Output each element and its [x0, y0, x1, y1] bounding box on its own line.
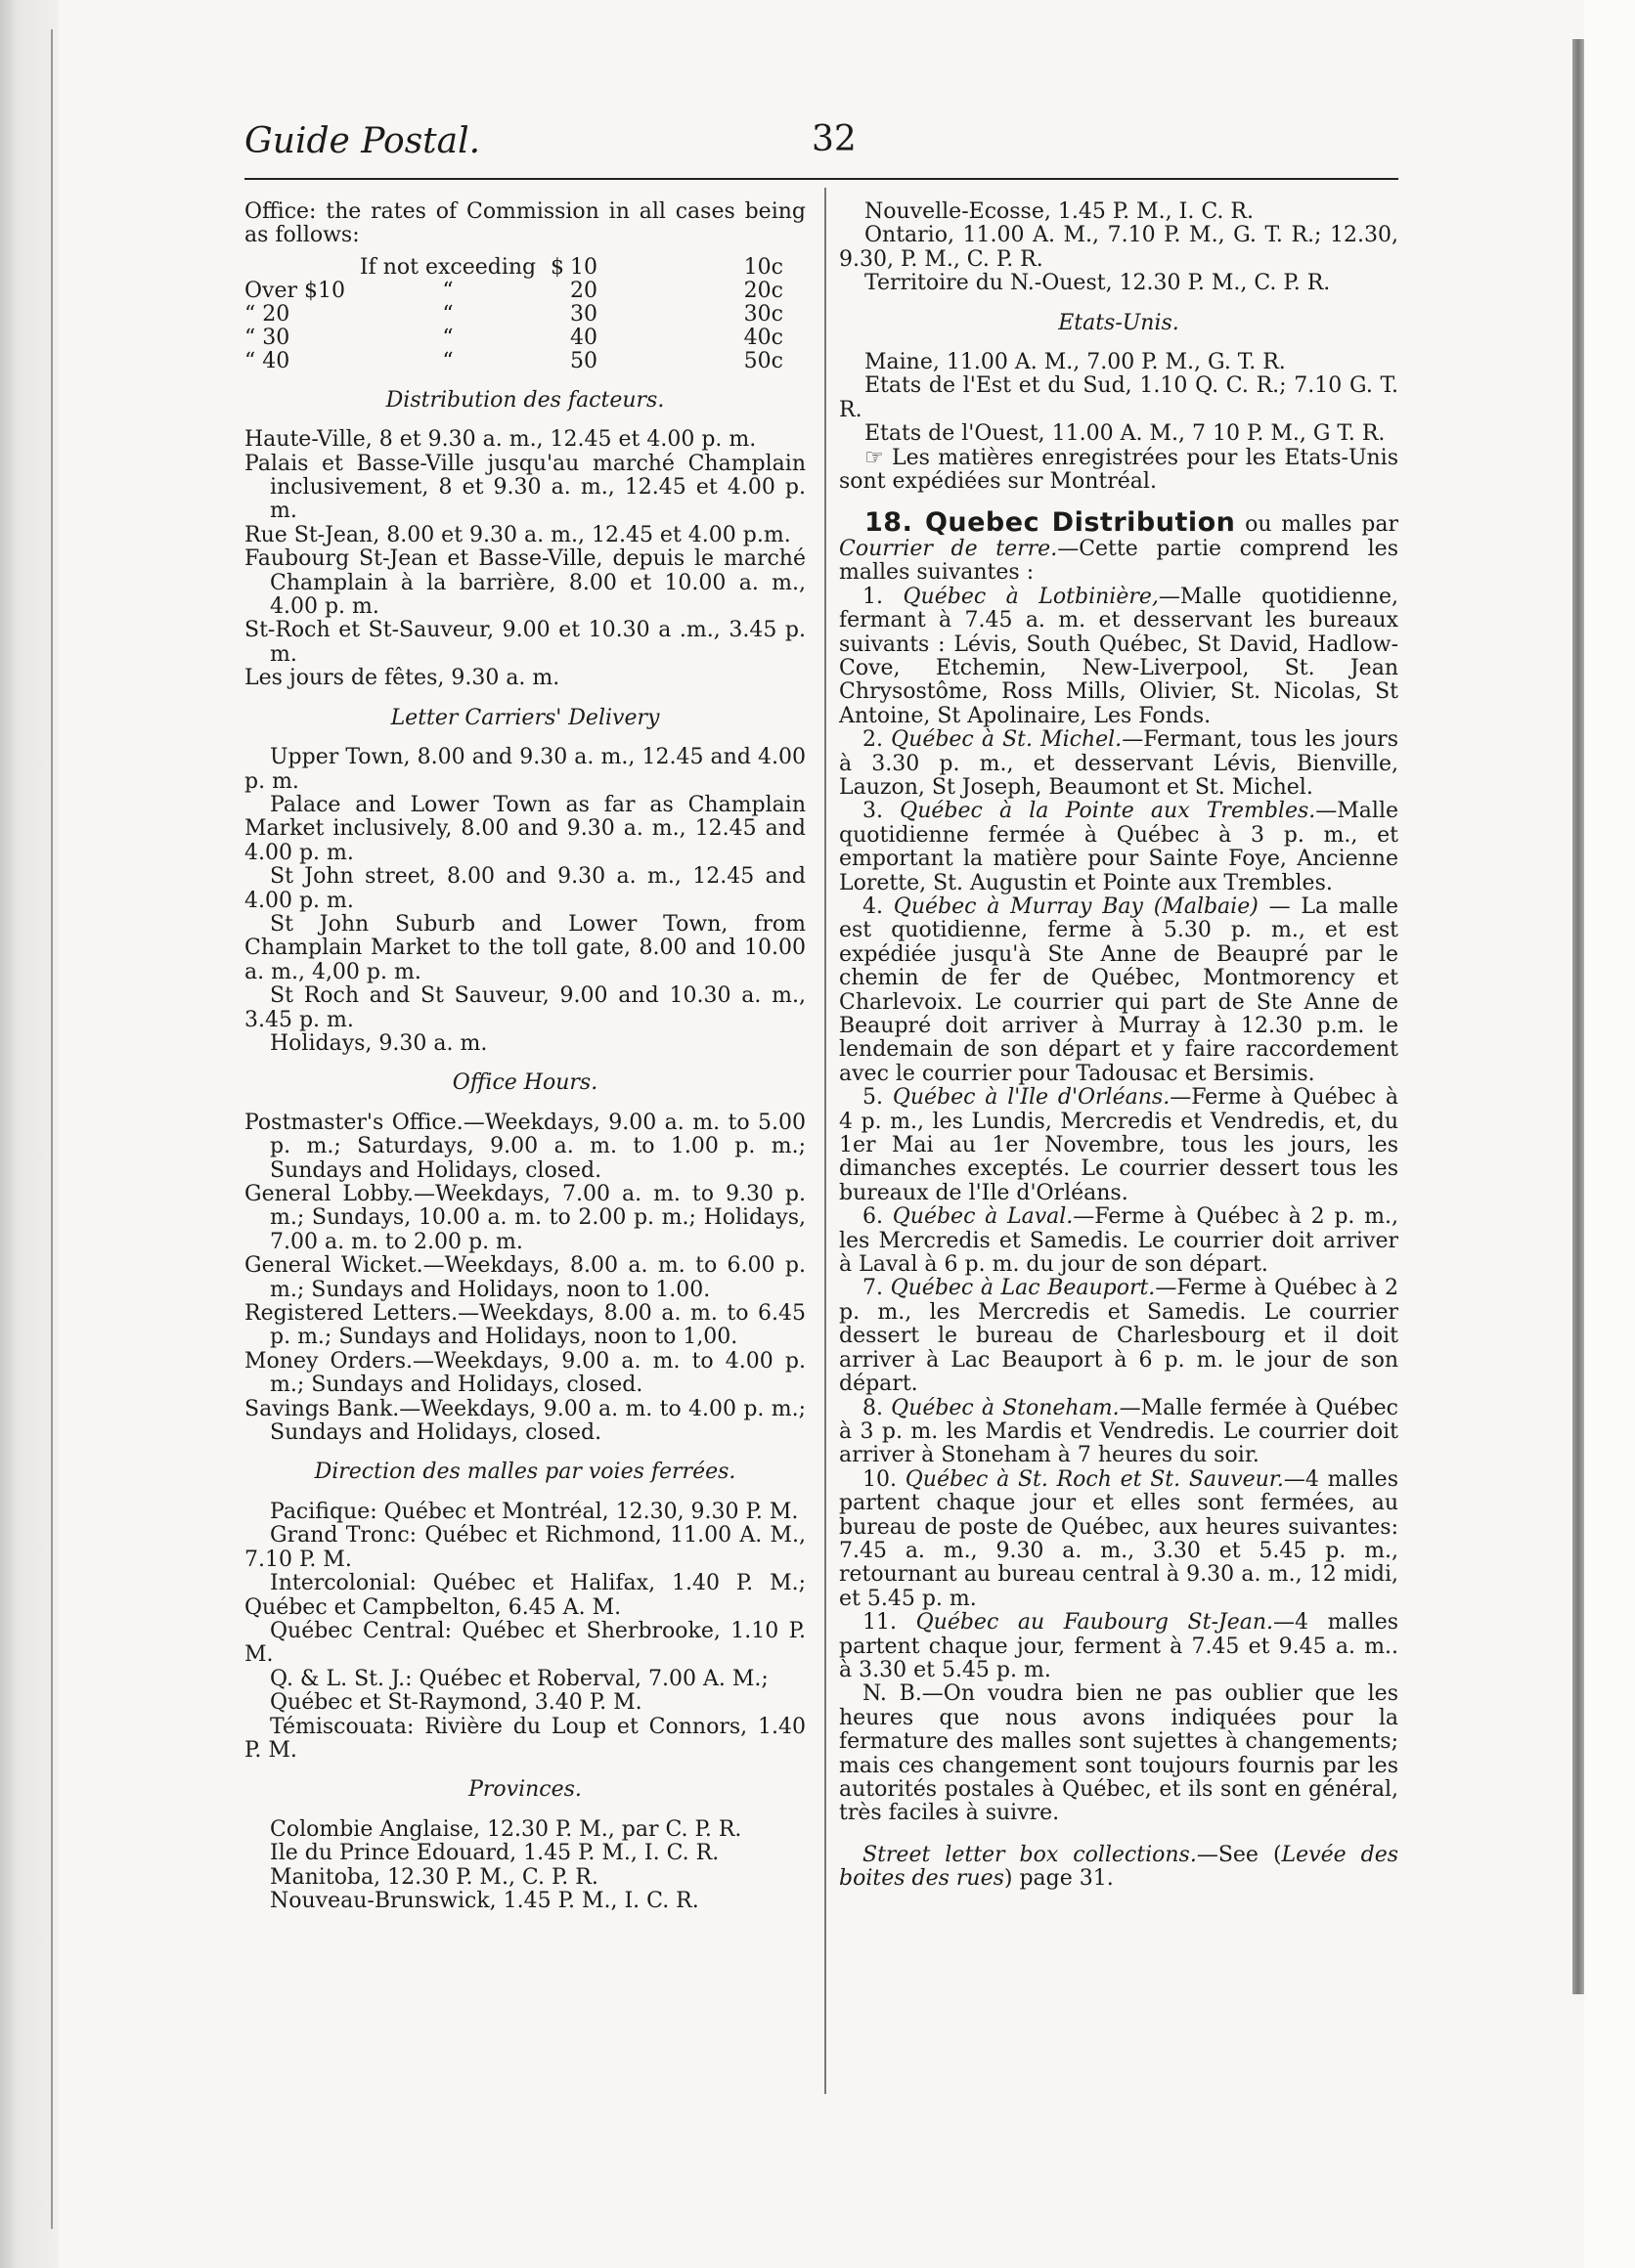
rail-mails-list: [244, 1501, 806, 1763]
mail-route-item: [839, 1205, 1398, 1277]
rate-cell: “: [442, 301, 454, 327]
provinces-list: [244, 1818, 806, 1914]
rate-cell: 40c: [743, 325, 783, 350]
rate-row: [244, 327, 783, 350]
item-route-name: Québec à Lac Beauport.: [890, 1276, 1156, 1301]
distribution-entry: St-Roch et St-Sauveur, 9.00 et 10.30 a .m., 3.45 p. m.: [244, 618, 806, 667]
item-description: —4 malles partent chaque jour et elles sont fermées, au bureau de poste de Québec, aux heures suivantes: 7.45 a. m., 9.30 a. m., 3.30 et 5.45 p. m., retournant au bureau central à 9.30 a. m., 12 midi, et 5.45 p. m.: [839, 1466, 1398, 1611]
province-entry: Colombie Anglaise, 12.30 P. M., par C. P. R.: [270, 1816, 742, 1842]
rate-row: [244, 280, 783, 303]
item-number: 8.: [862, 1395, 883, 1420]
item-route-name: Québec à Laval.: [892, 1204, 1074, 1230]
mail-route-item: [839, 1277, 1398, 1396]
item-description: — La malle est quotidienne, ferme à 5.30 p. m., et est expédiée jusqu'à Ste Anne de Beaupré par le chemin de fer de Québec, Montmorency et Charlevoix. Le courrier qui part de Ste Anne de Beaupré doit arriver à Murray à 12.30 p.m. le lendemain de son départ et y faire raccordement avec le courrier pour Tadousac et Bersimis.: [839, 894, 1398, 1086]
pointing-hand-icon: ☞: [864, 445, 884, 470]
running-title: Guide Postal.: [244, 121, 481, 161]
item-route-name: Québec à Stoneham.: [891, 1395, 1120, 1420]
province-entry: Ile du Prince Edouard, 1.45 P. M., I. C. R.: [270, 1841, 720, 1866]
nb-note: N. B.—On voudra bien ne pas oublier que les heures que nous avons indiquées pour la fermature des malles sont sujettes à changements; mais ces changement sont toujours fournis par les autorités postales à Québec, et ils sont en général, très faciles à suivre.: [839, 1681, 1398, 1826]
item-route-name: Québec à l'Ile d'Orléans.: [892, 1085, 1171, 1111]
rate-cell: 10c: [743, 254, 783, 280]
item-number: 11.: [862, 1610, 897, 1636]
commission-rate-table: [244, 256, 783, 373]
mail-route-item: [839, 586, 1398, 728]
section-18-intro: 18. Quebec Distribution ou malles par Courrier de terre.—Cette partie comprend les malles suivantes :: [839, 507, 1398, 586]
page-header: [244, 115, 1398, 174]
distribution-entry: Haute-Ville, 8 et 9.30 a. m., 12.45 et 4.00 p. m.: [244, 427, 757, 453]
street-box-note: Street letter box collections.—See (Levée des boites des rues) page 31.: [839, 1842, 1399, 1892]
rate-row: [244, 303, 783, 327]
rate-cell: [244, 256, 345, 280]
rate-cell: 50: [570, 348, 597, 373]
rate-cell: [551, 303, 570, 327]
item-number: 1.: [862, 584, 883, 609]
office-hours-entry: Money Orders.—Weekdays, 9.00 a. m. to 4.00 p. m.; Sundays and Holidays, closed.: [244, 1348, 806, 1398]
letter-carrier-entry: St John street, 8.00 and 9.30 a. m., 12.45 and 4.00 p. m.: [244, 864, 806, 913]
letter-carrier-entry: St Roch and St Sauveur, 9.00 and 10.30 a. m., 3.45 p. m.: [244, 983, 806, 1032]
item-route-name: Québec à St. Michel.: [891, 727, 1123, 753]
section-heading-letter-carriers: Letter Carriers' Delivery: [390, 705, 660, 730]
province-entry: Nouvelle-Ecosse, 1.45 P. M., I. C. R.: [864, 199, 1254, 224]
rate-cell: 20: [570, 278, 597, 303]
item-route-name: Québec au Faubourg St-Jean.: [915, 1610, 1274, 1636]
section-heading-rail-mails: Direction des malles par voies ferrées.: [314, 1460, 736, 1485]
item-description: —Ferme à Québec à 4 p. m., les Lundis, Mercredis et Vendredis, et, du 1er Mai au 1er Novembre, tous les jours, les dimanches exceptés. Le courrier dessert tous les bureaux de l'Ile d'Orléans.: [839, 1085, 1398, 1205]
office-hours-entry: General Lobby.—Weekdays, 7.00 a. m. to 9.30 p. m.; Sundays, 10.00 a. m. to 2.00 p. m.; Holidays, 7.00 a. m. to 2.00 p. m.: [244, 1182, 806, 1254]
item-description: —4 malles partent chaque jour, ferment à 7.45 et 9.45 a. m.. à 3.30 et 5.45 p. m.: [839, 1610, 1399, 1682]
item-description: —Fermant, tous les jours à 3.30 p. m., et desservant Lévis, Bienville, Lauzon, St Joseph, Beaumont et St. Michel.: [839, 727, 1398, 800]
item-route-name: Québec à Lotbinière,: [903, 584, 1159, 609]
rate-cell: [551, 280, 570, 303]
commission-intro: Office: the rates of Commission in all cases being as follows:: [244, 199, 806, 248]
rate-cell: 30c: [743, 301, 783, 327]
office-hours-entry: Postmaster's Office.—Weekdays, 9.00 a. m. to 5.00 p. m.; Saturdays, 9.00 a. m. to 1.00 p. m.; Sundays and Holidays, closed.: [244, 1110, 806, 1183]
rate-cell: 10: [570, 254, 597, 280]
rate-cell: 50c: [743, 348, 783, 373]
letter-carrier-entry: Upper Town, 8.00 and 9.30 a. m., 12.45 and 4.00 p. m.: [244, 745, 806, 794]
letter-carriers-list: [244, 746, 806, 1056]
left-column: [244, 200, 806, 1913]
rate-cell: [551, 327, 570, 350]
section-18-title: 18. Quebec Distribution: [864, 507, 1236, 539]
item-description: —Ferme à Québec à 2 p. m., les Mercredis et Samedis. Le courrier doit arriver à Laval à 6 p. m. du jour de son départ.: [839, 1204, 1398, 1278]
us-entry: Maine, 11.00 A. M., 7.00 P. M., G. T. R.: [864, 350, 1286, 375]
rate-row: [244, 350, 783, 373]
page-number: 32: [812, 119, 857, 159]
rate-cell: Over $10: [244, 278, 345, 303]
rate-cell: 40: [570, 325, 597, 350]
mail-route-item: [839, 800, 1398, 895]
item-description: —Malle quotidienne, fermant à 7.45 a. m. et desservant les bureaux suivants : Lévis, South Québec, St David, Hadlow-Cove, Etchemin, New-Liverpool, St. Jean Chrysostôme, Ross Mills, Olivier, St. Nicolas, St Antoine, St Apolinaire, Les Fonds.: [839, 584, 1398, 728]
mail-routes-list: [839, 586, 1398, 1683]
us-entry: Etats de l'Est et du Sud, 1.10 Q. C. R.; 7.10 G. T. R.: [839, 373, 1398, 422]
item-number: 10.: [862, 1466, 897, 1492]
rail-mail-entry: Témiscouata: Rivière du Loup et Connors, 1.40 P. M.: [244, 1714, 806, 1763]
column-divider: [824, 188, 826, 2094]
distribution-list: [244, 428, 806, 690]
mail-route-item: [839, 1611, 1398, 1682]
item-number: 4.: [862, 894, 883, 919]
province-entry: Nouveau-Brunswick, 1.45 P. M., I. C. R.: [270, 1888, 699, 1913]
section-heading-office-hours: Office Hours.: [452, 1070, 598, 1096]
distribution-entry: Rue St-Jean, 8.00 et 9.30 a. m., 12.45 et 4.00 p.m.: [244, 522, 791, 547]
letter-carrier-entry: Palace and Lower Town as far as Champlain Market inclusively, 8.00 and 9.30 a. m., 12.45 and 4.00 p. m.: [244, 792, 806, 865]
distribution-entry: Les jours de fêtes, 9.30 a. m.: [244, 666, 560, 691]
right-column: [839, 200, 1398, 1892]
rate-cell: “ 40: [244, 348, 290, 373]
mail-route-item: [839, 1468, 1398, 1611]
item-route-name: Québec à St. Roch et St. Sauveur.: [905, 1466, 1284, 1492]
page-fold-shadow: [1572, 39, 1584, 1994]
mail-route-item: [839, 1086, 1398, 1205]
office-hours-list: [244, 1112, 806, 1446]
section-heading-us: Etats-Unis.: [1058, 310, 1179, 335]
section-heading-distribution: Distribution des facteurs.: [385, 387, 665, 413]
item-number: 3.: [862, 799, 883, 824]
item-number: 7.: [862, 1276, 883, 1301]
rate-row: [244, 256, 783, 280]
us-entry: Etats de l'Ouest, 11.00 A. M., 7 10 P. M., G T. R.: [864, 421, 1386, 447]
office-hours-entry: Registered Letters.—Weekdays, 8.00 a. m. to 6.45 p. m.; Sundays and Holidays, noon to 1,00.: [244, 1301, 806, 1350]
us-list: [839, 351, 1398, 447]
province-entry: Ontario, 11.00 A. M., 7.10 P. M., G. T. R.; 12.30, 9.30, P. M., C. P. R.: [839, 223, 1398, 272]
rail-mail-entry: Intercolonial: Québec et Halifax, 1.40 P. M.; Québec et Campbelton, 6.45 A. M.: [244, 1571, 806, 1620]
rail-mail-entry: Québec Central: Québec et Sherbrooke, 1.10 P. M.: [244, 1618, 806, 1668]
section-heading-provinces: Provinces.: [468, 1777, 582, 1803]
rail-mail-entry: Grand Tronc: Québec et Richmond, 11.00 A. M., 7.10 P. M.: [244, 1523, 806, 1572]
item-description: —Malle quotidienne fermée à Québec à 3 p. m., et emportant la matière pour Sainte Foye, Ancienne Lorette, St. Augustin et Pointe aux Trembles.: [839, 799, 1398, 895]
rate-cell: “: [442, 348, 454, 373]
item-number: 2.: [862, 727, 883, 753]
distribution-entry: Faubourg St-Jean et Basse-Ville, depuis le marché Champlain à la barrière, 8.00 et 10.00 a. m., 4.00 p. m.: [244, 546, 806, 620]
right-margin: [1584, 0, 1635, 2268]
rate-cell: “ 30: [244, 325, 290, 350]
header-rule: [244, 178, 1398, 180]
item-description: —Ferme à Québec à 2 p. m., les Mercredis et Samedis. Le courrier dessert le bureau de Charlesbourg et il doit arriver à Lac Beauport à 6 p. m. le jour de son départ.: [839, 1276, 1398, 1397]
rail-mail-entry: Q. & L. St. J.: Québec et Roberval, 7.00 A. M.;: [270, 1666, 769, 1691]
item-number: 6.: [862, 1204, 883, 1230]
provinces-continued-list: [839, 200, 1398, 296]
item-number: 5.: [862, 1085, 883, 1111]
province-entry: Manitoba, 12.30 P. M., C. P. R.: [270, 1864, 598, 1890]
letter-carrier-entry: Holidays, 9.30 a. m.: [270, 1030, 488, 1056]
rail-mail-entry: Québec et St-Raymond, 3.40 P. M.: [270, 1690, 642, 1716]
us-note: ☞ Les matières enregistrées pour les Etats-Unis sont expédiées sur Montréal.: [839, 445, 1398, 495]
rate-cell: 20c: [743, 278, 783, 303]
distribution-entry: Palais et Basse-Ville jusqu'au marché Champlain inclusivement, 8 et 9.30 a. m., 12.45 et 4.00 p. m.: [244, 451, 806, 524]
letter-carrier-entry: St John Suburb and Lower Town, from Champlain Market to the toll gate, 8.00 and 10.00 a. m., 4,00 p. m.: [244, 911, 806, 984]
rate-cell: “: [442, 278, 454, 303]
rate-cell: “ 20: [244, 301, 290, 327]
province-entry: Territoire du N.-Ouest, 12.30 P. M., C. P. R.: [864, 271, 1331, 296]
item-route-name: Québec à Murray Bay (Malbaie): [893, 894, 1259, 919]
rate-cell: $: [551, 254, 564, 280]
mail-route-item: [839, 1397, 1398, 1468]
item-route-name: Québec à la Pointe aux Trembles.: [900, 799, 1316, 824]
item-description: —Malle fermée à Québec à 3 p. m. les Mardis et Vendredis. Le courrier doit arriver à Stoneham à 7 heures du soir.: [839, 1395, 1398, 1468]
office-hours-entry: General Wicket.—Weekdays, 8.00 a. m. to 6.00 p. m.; Sundays and Holidays, noon to 1.00.: [244, 1253, 806, 1302]
rate-cell: “: [442, 325, 454, 350]
mail-route-item: [839, 895, 1398, 1086]
rate-cell: [551, 350, 570, 373]
rail-mail-entry: Pacifique: Québec et Montréal, 12.30, 9.30 P. M.: [270, 1499, 799, 1524]
page-binding-edge: [0, 0, 59, 2268]
office-hours-entry: Savings Bank.—Weekdays, 9.00 a. m. to 4.00 p. m.; Sundays and Holidays, closed.: [244, 1396, 806, 1446]
mail-route-item: [839, 728, 1398, 800]
rate-cell: 30: [570, 301, 597, 327]
rate-cell: If not exceeding: [359, 254, 537, 280]
